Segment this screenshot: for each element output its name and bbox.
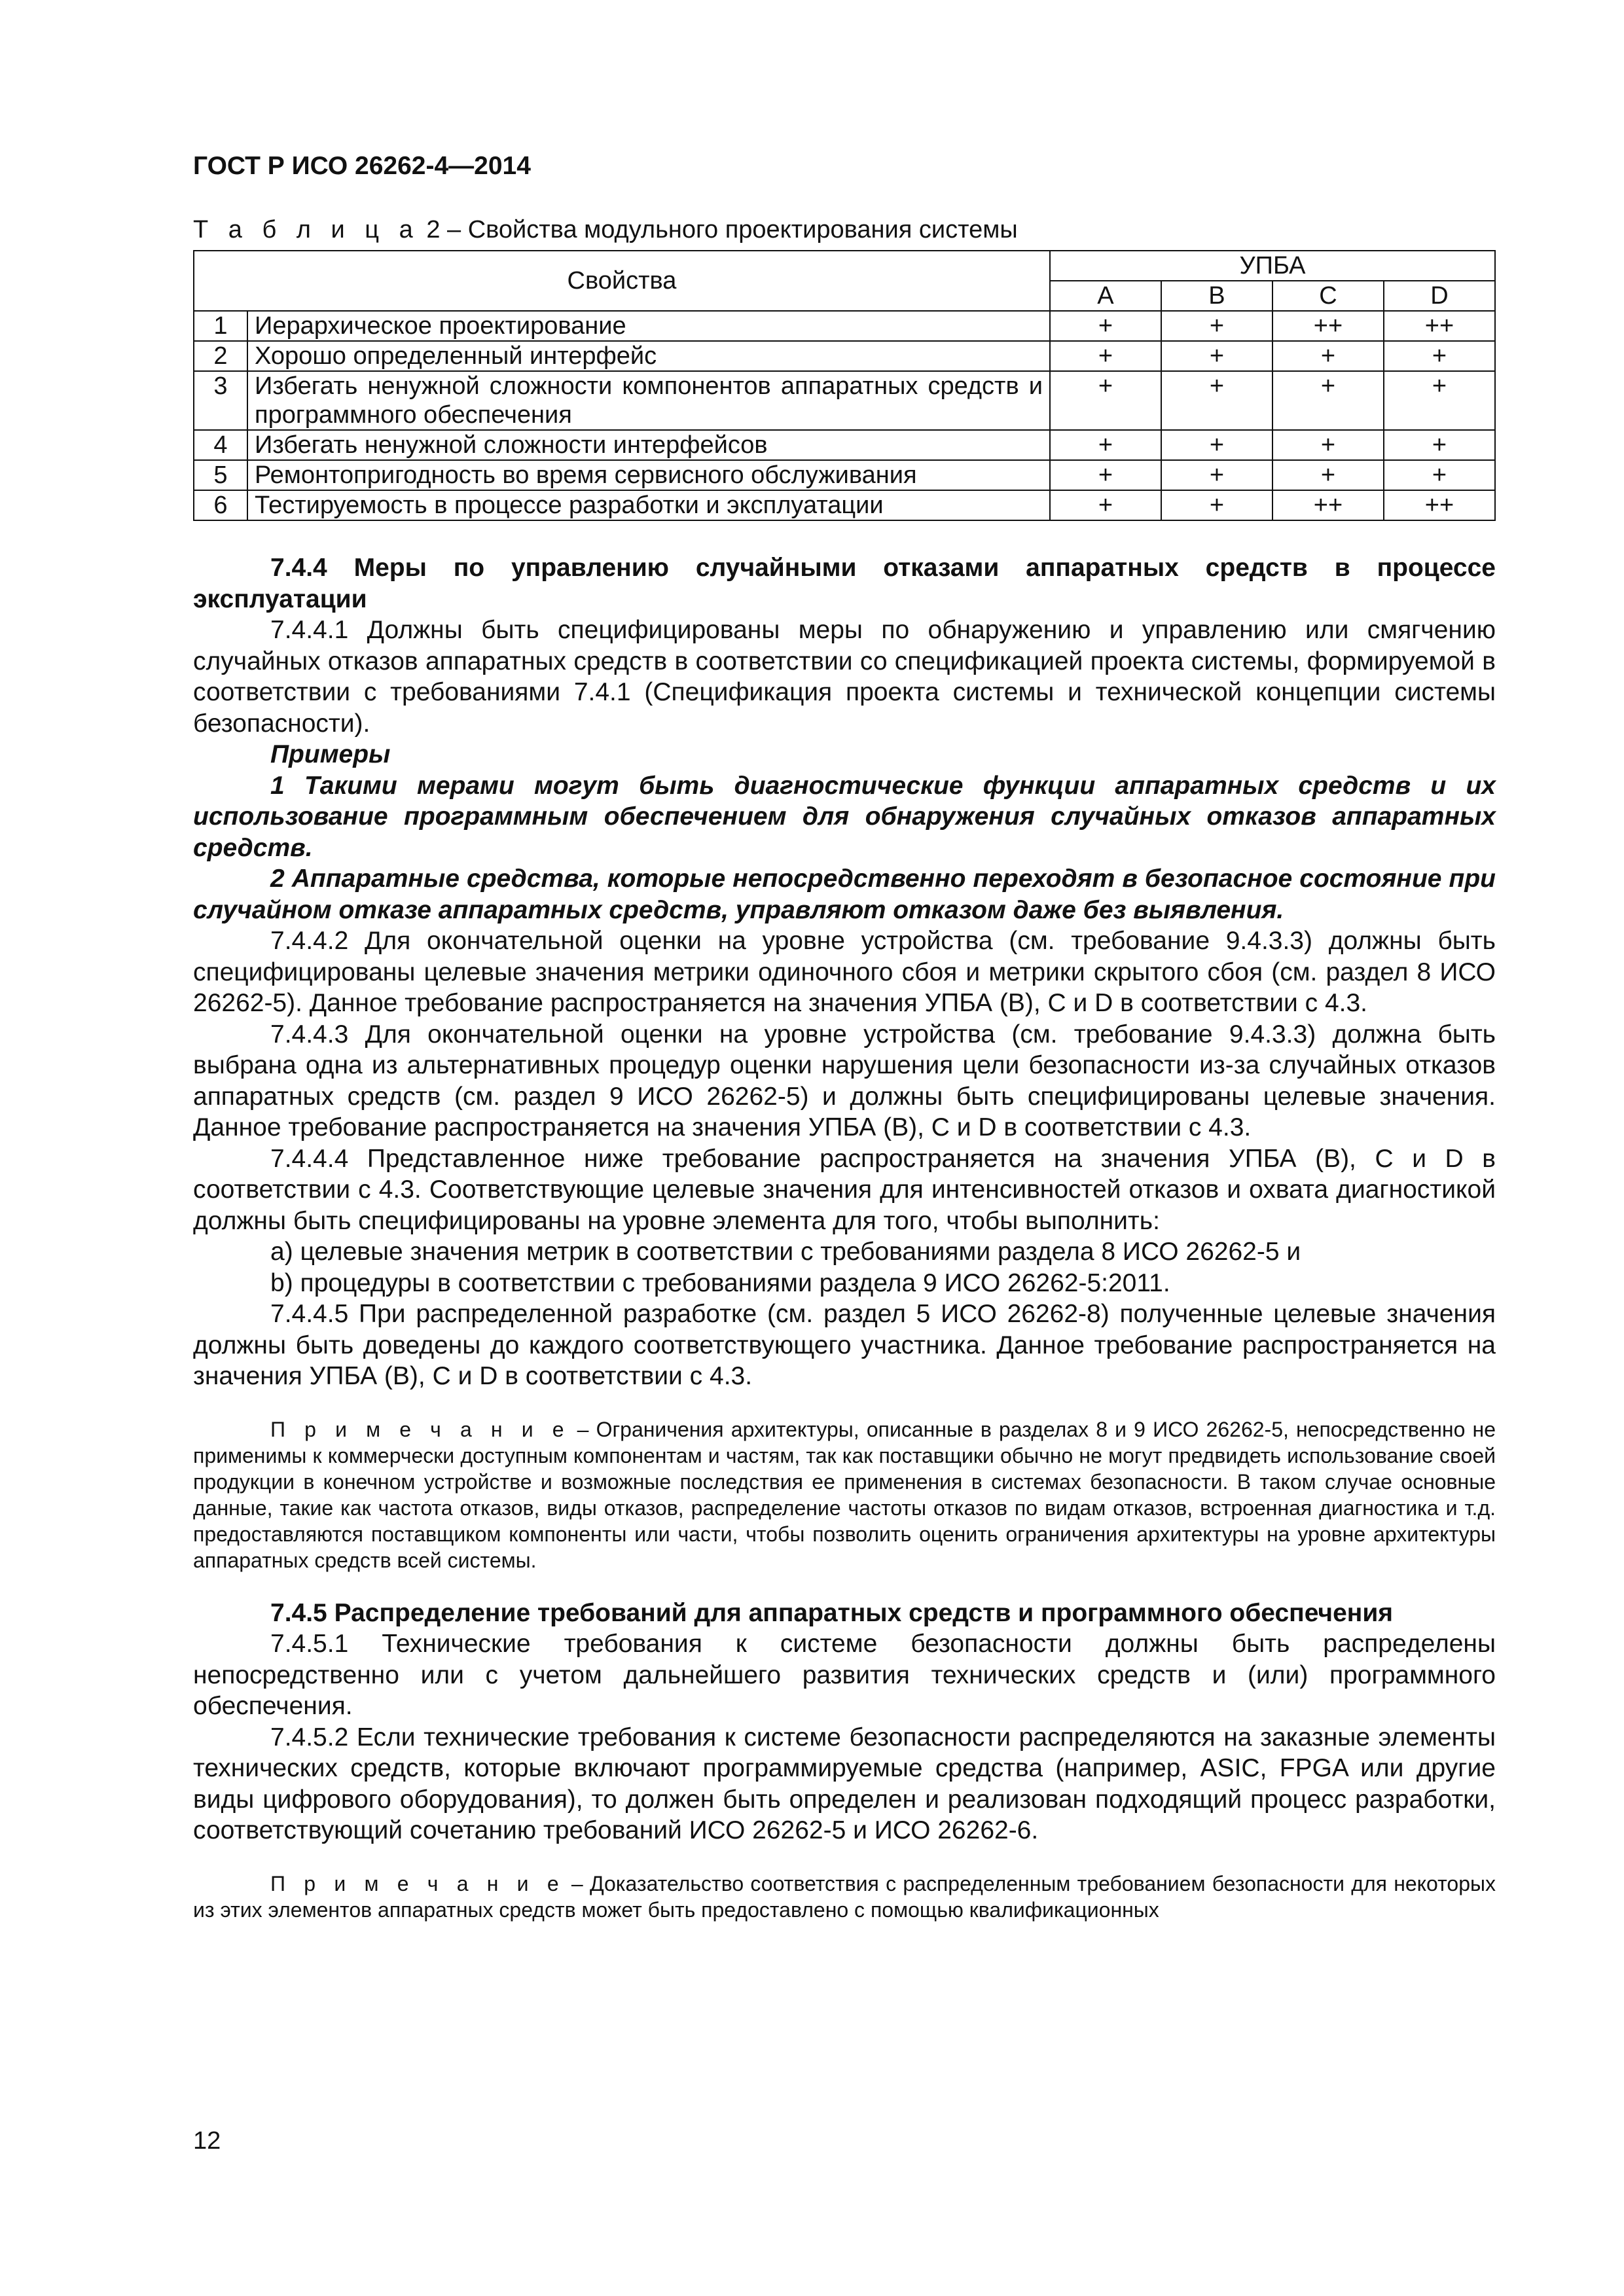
row-property: Избегать ненужной сложности интерфейсов [247,430,1050,460]
note-7-4-5 [193,1871,1496,1923]
paragraph-7-4-4-2: 7.4.4.2 Для окончательной оценки на уровне устройства (см. требование 9.4.3.3) должны быть специфицированы целевые значения метрики одиночного сбоя и метрики скрытого сбоя (см. раздел 8 ИСО 26262-5). Данное требование распространяется на значения УПБА (B), C и D в соответствии с 4.3. [193,927,1496,1017]
note-7-4-4 [193,1416,1496,1573]
list-item-a: а) целевые значения метрик в соответствии с требованиями раздела 8 ИСО 26262-5 и [270,1238,1301,1266]
row-mark: + [1161,341,1272,371]
row-mark: + [1161,430,1272,460]
row-property: Хорошо определенный интерфейс [247,341,1050,371]
page-number: 12 [193,2127,221,2155]
row-property: Иерархическое проектирование [247,311,1050,341]
row-mark: ++ [1272,490,1384,520]
row-number: 3 [194,371,247,430]
examples-title: Примеры [270,740,391,768]
row-mark: + [1050,430,1161,460]
row-number: 1 [194,311,247,341]
document-header: ГОСТ Р ИСО 26262-4—2014 [193,152,531,180]
row-mark: + [1161,311,1272,341]
row-mark: + [1050,311,1161,341]
col-header-upba: УПБА [1050,251,1495,281]
paragraph-7-4-4-4: 7.4.4.4 Представленное ниже требование распространяется на значения УПБА (B), C и D в соответствии с 4.3. Соответствующие целевые значения для интенсивностей отказов и охвата диагностикой должны быть специфицированы на уровне элемента для того, чтобы выполнить: [193,1144,1496,1235]
note-label: П р и м е ч а н и е [270,1871,565,1895]
note-text: – Доказательство соответствия с распределенным требованием безопасности для некоторых из этих элементов аппаратных средств может быть предоставлено с помощью квалификационных [193,1871,1496,1922]
paragraph-7-4-4-3: 7.4.4.3 Для окончательной оценки на уровне устройства (см. требование 9.4.3.3) должна быть выбрана одна из альтернативных процедур оценки нарушения цели безопасности из-за случайных отказов аппаратных средств (см. раздел 9 ИСО 26262-5) и должны быть специфицированы целевые значения. Данное требование распространяется на значения УПБА (B), C и D в соответствии с 4.3. [193,1020,1496,1141]
col-header-level: B [1161,281,1272,311]
paragraph-7-4-5-1: 7.4.5.1 Технические требования к системе безопасности должны быть распределены непосредственно или с учетом дальнейшего развития технических средств и (или) программного обеспечения. [193,1630,1496,1720]
table-row [194,371,1495,430]
row-mark: + [1161,371,1272,430]
document-body [193,552,1496,1923]
row-mark: + [1272,341,1384,371]
properties-table [193,250,1496,521]
paragraph-7-4-5-2: 7.4.5.2 Если технические требования к системе безопасности распределяются на заказные элементы технических средств, которые включают программируемые средства (например, ASIC, FPGA или другие виды цифрового оборудования), то должен быть определен и реализован подходящий процесс разработки, соответствующий сочетанию требований ИСО 26262-5 и ИСО 26262-6. [193,1723,1496,1844]
table-row [194,311,1495,341]
table-row [194,430,1495,460]
table-caption [193,216,1018,244]
row-number: 6 [194,490,247,520]
row-number: 5 [194,460,247,490]
row-mark: + [1050,371,1161,430]
example-2: 2 Аппаратные средства, которые непосредственно переходят в безопасное состояние при случайном отказе аппаратных средств, управляют отказом даже без выявления. [193,865,1496,924]
row-mark: + [1050,460,1161,490]
row-property: Тестируемость в процессе разработки и эксплуатации [247,490,1050,520]
section-heading-7-4-5: 7.4.5 Распределение требований для аппаратных средств и программного обеспечения [270,1598,1394,1627]
list-item-b: b) процедуры в соответствии с требованиями раздела 9 ИСО 26262-5:2011. [270,1268,1170,1297]
paragraph-7-4-4-5: 7.4.4.5 При распределенной разработке (см. раздел 5 ИСО 26262-8) полученные целевые значения должны быть доведены до каждого соответствующего участника. Данное требование распространяется на значения УПБА (B), C и D в соответствии с 4.3. [193,1300,1496,1390]
col-header-level: D [1384,281,1495,311]
col-header-level: C [1272,281,1384,311]
note-label: П р и м е ч а н и е [270,1417,570,1441]
note-text: – Ограничения архитектуры, описанные в разделах 8 и 9 ИСО 26262-5, непосредственно не применимы к коммерчески доступным компонентам и частям, так как поставщики обычно не могут предвидеть использование своей продукции в конечном устройстве и возможные последствия ее применения в системах безопасности. В таком случае основные данные, такие как частота отказов, виды отказов, распределение частоты отказов по видам отказов, встроенная диагностика и т.д. предоставляются поставщиком компоненты или части, чтобы позволить оценить ограничения архитектуры на уровне архитектуры аппаратных средств всей системы. [193,1417,1496,1572]
row-mark: + [1161,460,1272,490]
col-header-level: A [1050,281,1161,311]
row-mark: ++ [1384,311,1495,341]
row-mark: ++ [1384,490,1495,520]
row-number: 2 [194,341,247,371]
row-property: Ремонтопригодность во время сервисного обслуживания [247,460,1050,490]
table-caption-text: 2 – Свойства модульного проектирования системы [426,216,1018,243]
table-row [194,341,1495,371]
example-1: 1 Такими мерами могут быть диагностические функции аппаратных средств и их использование программным обеспечением для обнаружения случайных отказов аппаратных средств. [193,771,1496,862]
table-caption-label: Т а б л и ц а [193,216,420,243]
row-mark: + [1384,371,1495,430]
row-mark: + [1272,371,1384,430]
row-mark: + [1384,341,1495,371]
row-mark: + [1050,490,1161,520]
col-header-properties: Свойства [194,251,1050,311]
section-heading-7-4-4: 7.4.4 Меры по управлению случайными отказами аппаратных средств в процессе эксплуатации [193,554,1496,613]
row-mark: + [1272,430,1384,460]
row-mark: + [1272,460,1384,490]
row-number: 4 [194,430,247,460]
table-row [194,490,1495,520]
paragraph-7-4-4-1: 7.4.4.1 Должны быть специфицированы меры по обнаружению и управлению или смягчению случайных отказов аппаратных средств в соответствии со спецификацией проекта системы, формируемой в соответствии с требованиями 7.4.1 (Спецификация проекта системы и технической концепции системы безопасности). [193,616,1496,738]
row-mark: + [1161,490,1272,520]
table-row [194,460,1495,490]
row-property: Избегать ненужной сложности компонентов аппаратных средств и программного обеспечения [247,371,1050,430]
row-mark: ++ [1272,311,1384,341]
row-mark: + [1384,430,1495,460]
row-mark: + [1384,460,1495,490]
row-mark: + [1050,341,1161,371]
